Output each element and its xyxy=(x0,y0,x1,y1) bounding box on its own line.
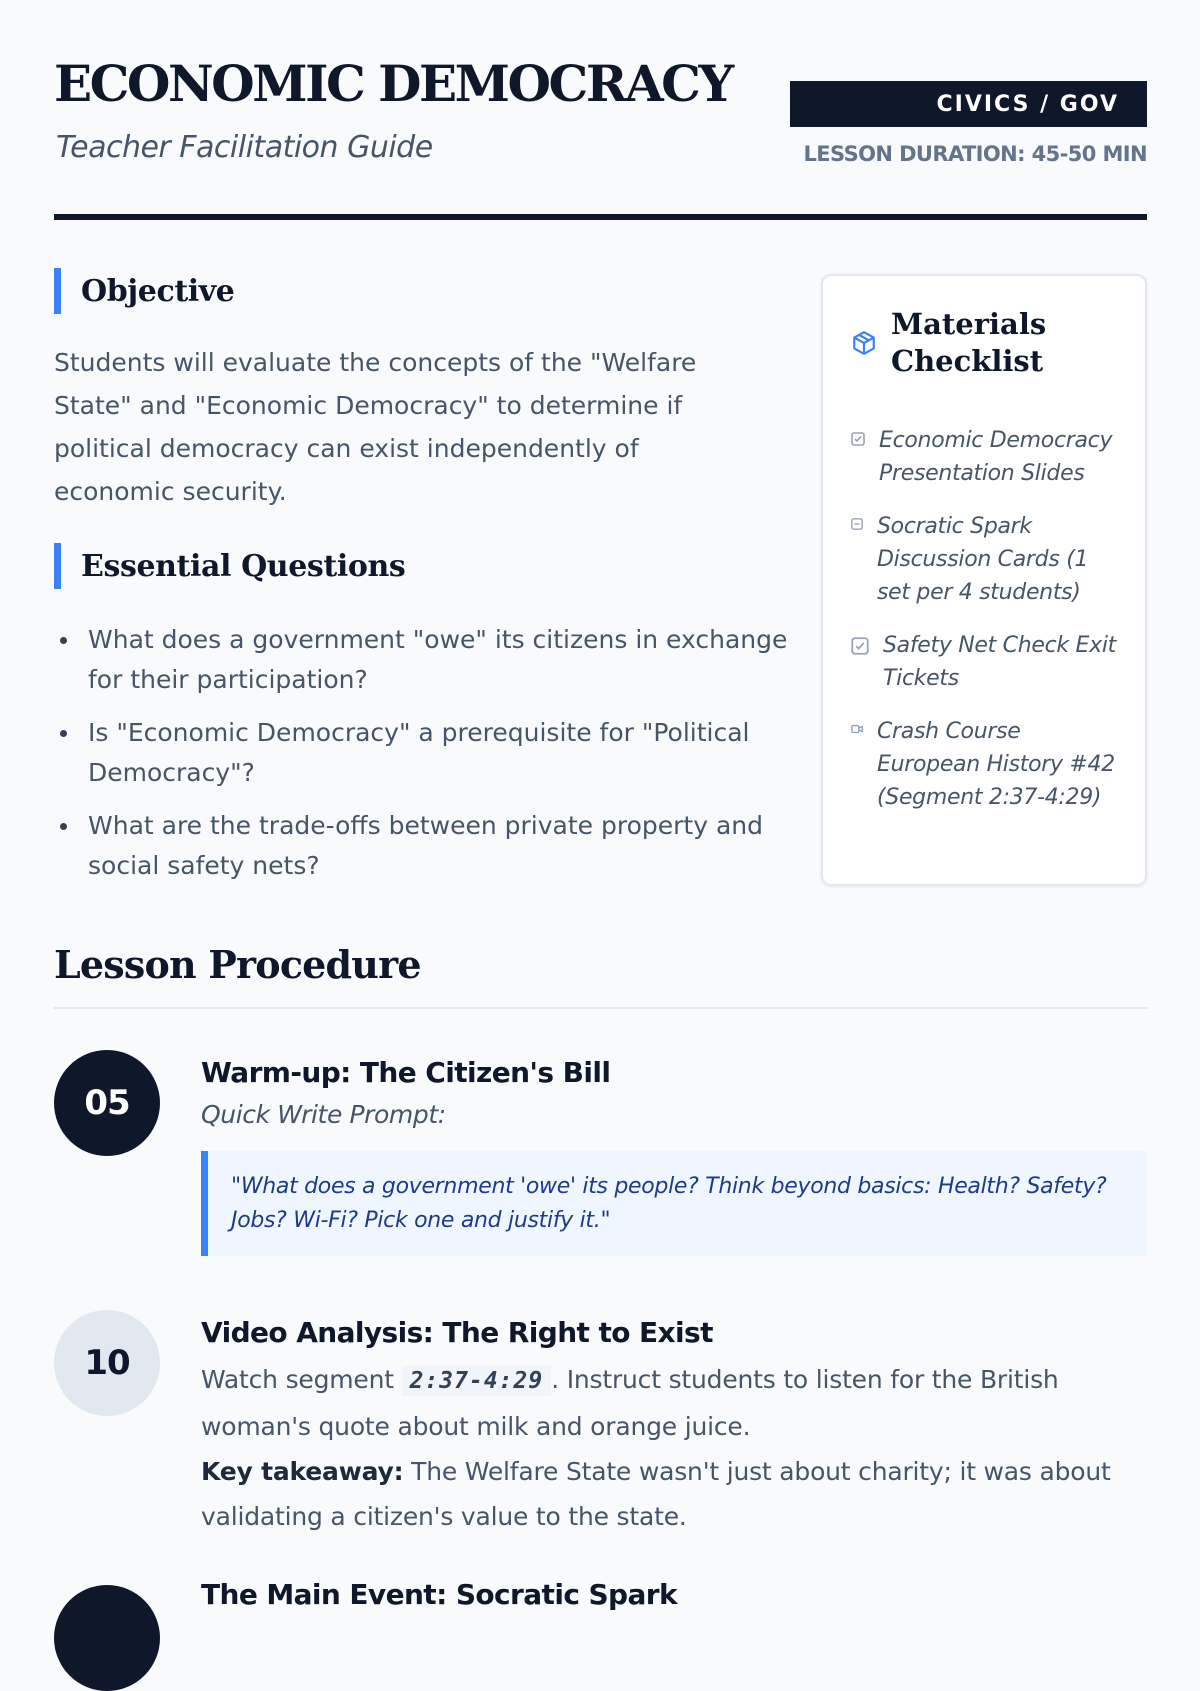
step-title: Warm-up: The Citizen's Bill xyxy=(201,1056,611,1089)
box-icon xyxy=(851,330,877,356)
material-label: Economic Democracy Presentation Slides xyxy=(879,428,1113,486)
page-title: ECONOMIC DEMOCRACY xyxy=(54,54,732,113)
list-item: What does a government "owe" its citizens in exchange for their participation? xyxy=(54,620,794,700)
material-item xyxy=(851,424,1127,490)
key-takeaway-text: The Welfare State wasn't just about charity; it was about validating a citizen's value to the state. xyxy=(201,1457,1111,1531)
step-subtitle: Quick Write Prompt: xyxy=(201,1100,446,1129)
lesson-guide-page xyxy=(54,0,1147,1611)
material-label: Safety Net Check Exit Tickets xyxy=(883,633,1117,691)
objective-heading: Objective xyxy=(54,268,235,314)
subject-tag: CIVICS / GOV xyxy=(790,81,1147,127)
material-label: Crash Course European History #42 (Segment 2:37-4:29) xyxy=(877,719,1115,810)
materials-list xyxy=(851,424,1127,834)
step-text: Watch segment xyxy=(201,1365,402,1394)
header-divider xyxy=(54,214,1147,220)
checkbox-icon xyxy=(851,637,869,655)
materials-card-header xyxy=(851,306,1111,380)
step-minutes-badge: 10 xyxy=(54,1310,160,1416)
material-item xyxy=(851,715,1127,814)
essential-questions-list xyxy=(54,620,794,899)
step-description xyxy=(201,1357,1147,1539)
key-takeaway-label: Key takeaway: xyxy=(201,1457,404,1486)
procedure-divider xyxy=(54,1007,1147,1009)
step-text: . Instruct students to listen for the British woman's quote about milk and orange juice. xyxy=(201,1365,1059,1441)
checkbox-icon xyxy=(851,432,865,446)
step-minutes-badge: 05 xyxy=(54,1050,160,1156)
lesson-duration: LESSON DURATION: 45-50 MIN xyxy=(803,142,1147,166)
materials-heading: Materials Checklist xyxy=(891,307,1047,378)
video-icon xyxy=(851,723,863,735)
essential-questions-heading: Essential Questions xyxy=(54,543,405,589)
list-item: What are the trade-offs between private property and social safety nets? xyxy=(54,806,794,886)
list-item: Is "Economic Democracy" a prerequisite for "Political Democracy"? xyxy=(54,713,794,793)
video-segment-code: 2:37-4:29 xyxy=(402,1366,552,1396)
material-label: Socratic Spark Discussion Cards (1 set per 4 students) xyxy=(877,514,1089,605)
procedure-heading: Lesson Procedure xyxy=(54,942,421,987)
quick-write-prompt: "What does a government 'owe' its people? Think beyond basics: Health? Safety? Jobs? Wi-Fi? Pick one and justify it." xyxy=(201,1151,1147,1256)
objective-text: Students will evaluate the concepts of the "Welfare State" and "Economic Democracy" to determine if political democracy can exist independently of economic security. xyxy=(54,348,697,506)
step-title: Video Analysis: The Right to Exist xyxy=(201,1316,713,1349)
material-item xyxy=(851,510,1127,609)
header xyxy=(54,52,1147,222)
checkbox-icon xyxy=(851,518,863,530)
materials-card xyxy=(821,274,1147,886)
step-title: The Main Event: Socratic Spark xyxy=(201,1578,678,1611)
page-subtitle: Teacher Facilitation Guide xyxy=(56,130,433,165)
step-minutes-badge xyxy=(54,1585,160,1691)
material-item xyxy=(851,629,1127,695)
